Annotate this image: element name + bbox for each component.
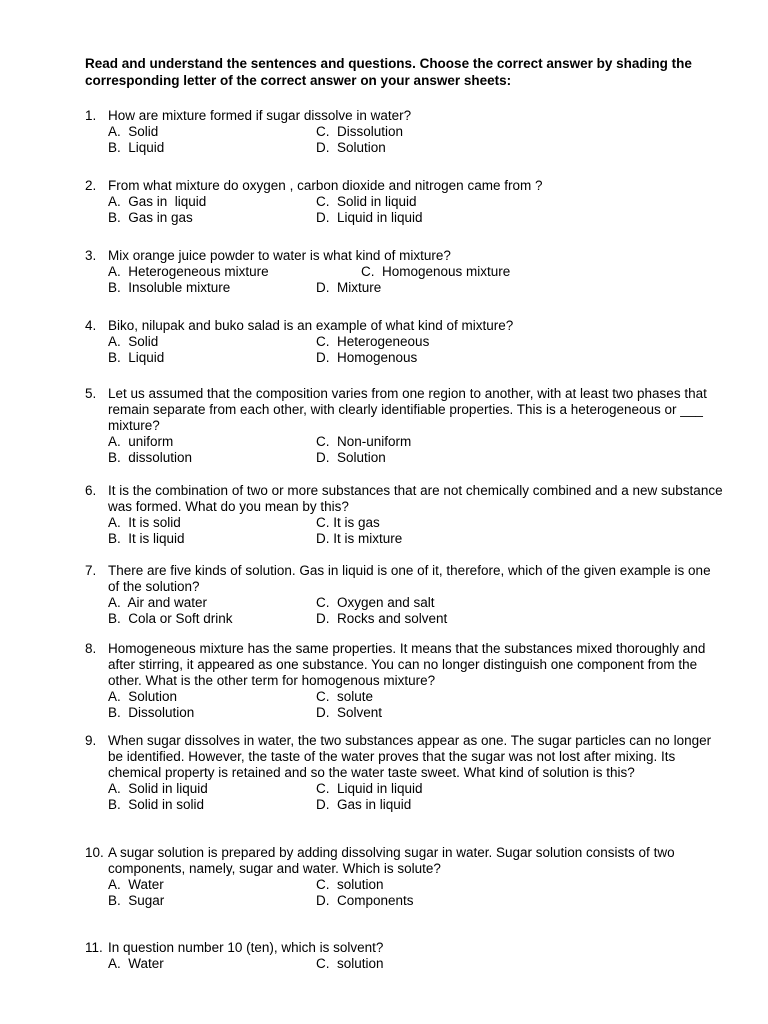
option-b: B. Liquid (108, 140, 165, 155)
option-a: A. Solid (108, 334, 159, 349)
option-a: A. Gas in liquid (108, 194, 207, 209)
question-stem: Biko, nilupak and buko salad is an example of what kind of mixture? (108, 318, 514, 333)
question-stem: Homogeneous mixture has the same properties. It means that the substances mixed thoroughly and after stirring, it appeared as one substance. You can no longer distinguish one component from the other. What is the other term for homogenous mixture? (108, 641, 706, 688)
option-c: C. Liquid in liquid (316, 781, 423, 796)
option-d: D. Rocks and solvent (316, 611, 448, 626)
question-5 (85, 386, 725, 466)
question-stem: In question number 10 (ten), which is solvent? (108, 940, 384, 955)
option-d: D. Liquid in liquid (316, 210, 423, 225)
question-number: 1. (85, 108, 97, 123)
option-d: D. It is mixture (316, 531, 403, 546)
question-number: 8. (85, 641, 97, 656)
option-c: C. Oxygen and salt (316, 595, 435, 610)
option-b: B. Solid in solid (108, 797, 205, 812)
question-number: 4. (85, 318, 97, 333)
question-8 (85, 641, 725, 721)
option-b: B. Cola or Soft drink (108, 611, 233, 626)
option-c: C. solution (316, 877, 384, 892)
question-stem: From what mixture do oxygen , carbon dioxide and nitrogen came from ? (108, 178, 543, 193)
option-b: B. dissolution (108, 450, 193, 465)
option-b: B. Insoluble mixture (108, 280, 231, 295)
option-a: A. Water (108, 956, 164, 971)
option-c: C. Solid in liquid (316, 194, 417, 209)
option-b: B. Sugar (108, 893, 165, 908)
option-a: A. Water (108, 877, 164, 892)
question-stem: There are five kinds of solution. Gas in liquid is one of it, therefore, which of the given example is one of the solution? (108, 563, 711, 594)
option-a: A. Solid in liquid (108, 781, 208, 796)
option-c: C. It is gas (316, 515, 380, 530)
option-a: A. It is solid (108, 515, 181, 530)
option-b: B. Dissolution (108, 705, 195, 720)
option-d: D. Solvent (316, 705, 383, 720)
option-a: A. Air and water (108, 595, 208, 610)
option-a: A. Solid (108, 124, 159, 139)
option-a: A. uniform (108, 434, 174, 449)
question-stem: Let us assumed that the composition varies from one region to another, with at least two phases that remain separate from each other, with clearly identifiable properties. This is a heterogeneous or ___ mixture? (108, 386, 707, 433)
option-d: D. Solution (316, 140, 386, 155)
option-c: C. solute (316, 689, 374, 704)
option-d: D. Components (316, 893, 414, 908)
option-d: D. Homogenous (316, 350, 418, 365)
question-stem: It is the combination of two or more substances that are not chemically combined and a new substance was formed. What do you mean by this? (108, 483, 723, 514)
option-a: A. Solution (108, 689, 178, 704)
option-b: B. Liquid (108, 350, 165, 365)
question-number: 6. (85, 483, 97, 498)
question-number: 2. (85, 178, 97, 193)
question-stem: A sugar solution is prepared by adding dissolving sugar in water. Sugar solution consists of two components, namely, sugar and water. Which is solute? (108, 845, 675, 876)
option-d: D. Mixture (316, 280, 382, 295)
question-number: 7. (85, 563, 97, 578)
option-c: C. Dissolution (316, 124, 404, 139)
question-number: 9. (85, 733, 97, 748)
option-c: C. Heterogeneous (316, 334, 430, 349)
question-number: 3. (85, 248, 97, 263)
question-stem: How are mixture formed if sugar dissolve in water? (108, 108, 412, 123)
question-4 (85, 318, 725, 366)
question-11 (85, 940, 725, 972)
option-c: C. Homogenous mixture (361, 264, 511, 279)
question-7 (85, 563, 725, 627)
question-10 (85, 845, 725, 909)
instructions: Read and understand the sentences and questions. Choose the correct answer by shading the corresponding letter of the correct answer on your answer sheets: (85, 56, 692, 88)
question-1 (85, 108, 725, 156)
question-2 (85, 178, 725, 226)
question-3 (85, 248, 725, 296)
option-c: C. Non-uniform (316, 434, 412, 449)
option-a: A. Heterogeneous mixture (108, 264, 269, 279)
question-6 (85, 483, 725, 547)
question-9 (85, 733, 725, 813)
option-b: B. Gas in gas (108, 210, 193, 225)
option-b: B. It is liquid (108, 531, 185, 546)
option-d: D. Solution (316, 450, 386, 465)
question-number: 10. (85, 845, 104, 860)
question-stem: Mix orange juice powder to water is what kind of mixture? (108, 248, 451, 263)
option-d: D. Gas in liquid (316, 797, 412, 812)
question-number: 11. (85, 940, 103, 955)
question-stem: When sugar dissolves in water, the two substances appear as one. The sugar particles can no longer be identified. However, the taste of the water proves that the sugar was not lost after mixing. Its chemical property is retained and so the water taste sweet. What kind of solution is this? (108, 733, 712, 780)
option-c: C. solution (316, 956, 384, 971)
question-number: 5. (85, 386, 97, 401)
